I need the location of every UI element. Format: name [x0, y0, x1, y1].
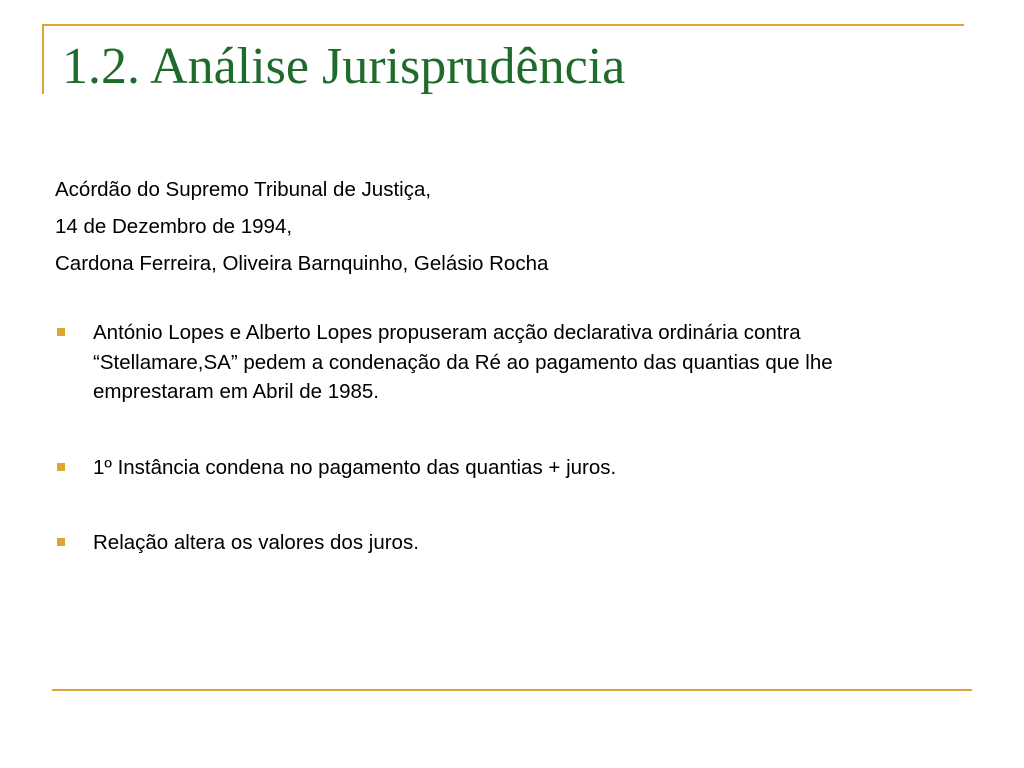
date-line: 14 de Dezembro de 1994,	[55, 215, 293, 238]
left-rule	[42, 24, 44, 94]
bullet-item	[55, 528, 935, 558]
judges-line: Cardona Ferreira, Oliveira Barnquinho, Gelásio Rocha	[55, 252, 549, 275]
bullet-text: Relação altera os valores dos juros.	[93, 531, 419, 554]
case-reference	[55, 171, 548, 282]
bottom-rule	[52, 689, 972, 691]
bullet-item	[55, 453, 935, 483]
top-rule	[44, 24, 964, 26]
square-bullet-icon	[57, 463, 65, 471]
slide-title: 1.2. Análise Jurisprudência	[62, 38, 626, 95]
court-line: Acórdão do Supremo Tribunal de Justiça,	[55, 178, 432, 201]
bullet-list	[55, 318, 935, 604]
bullet-text: António Lopes e Alberto Lopes propuseram acção declarativa ordinária contra “Stellamare,SA” pedem a condenação da Ré ao pagamento das quantias que lhe emprestaram em Abril de 1985.	[93, 321, 833, 403]
bullet-item	[55, 318, 935, 407]
square-bullet-icon	[57, 328, 65, 336]
square-bullet-icon	[57, 538, 65, 546]
bullet-text: 1º Instância condena no pagamento das quantias + juros.	[93, 455, 617, 479]
